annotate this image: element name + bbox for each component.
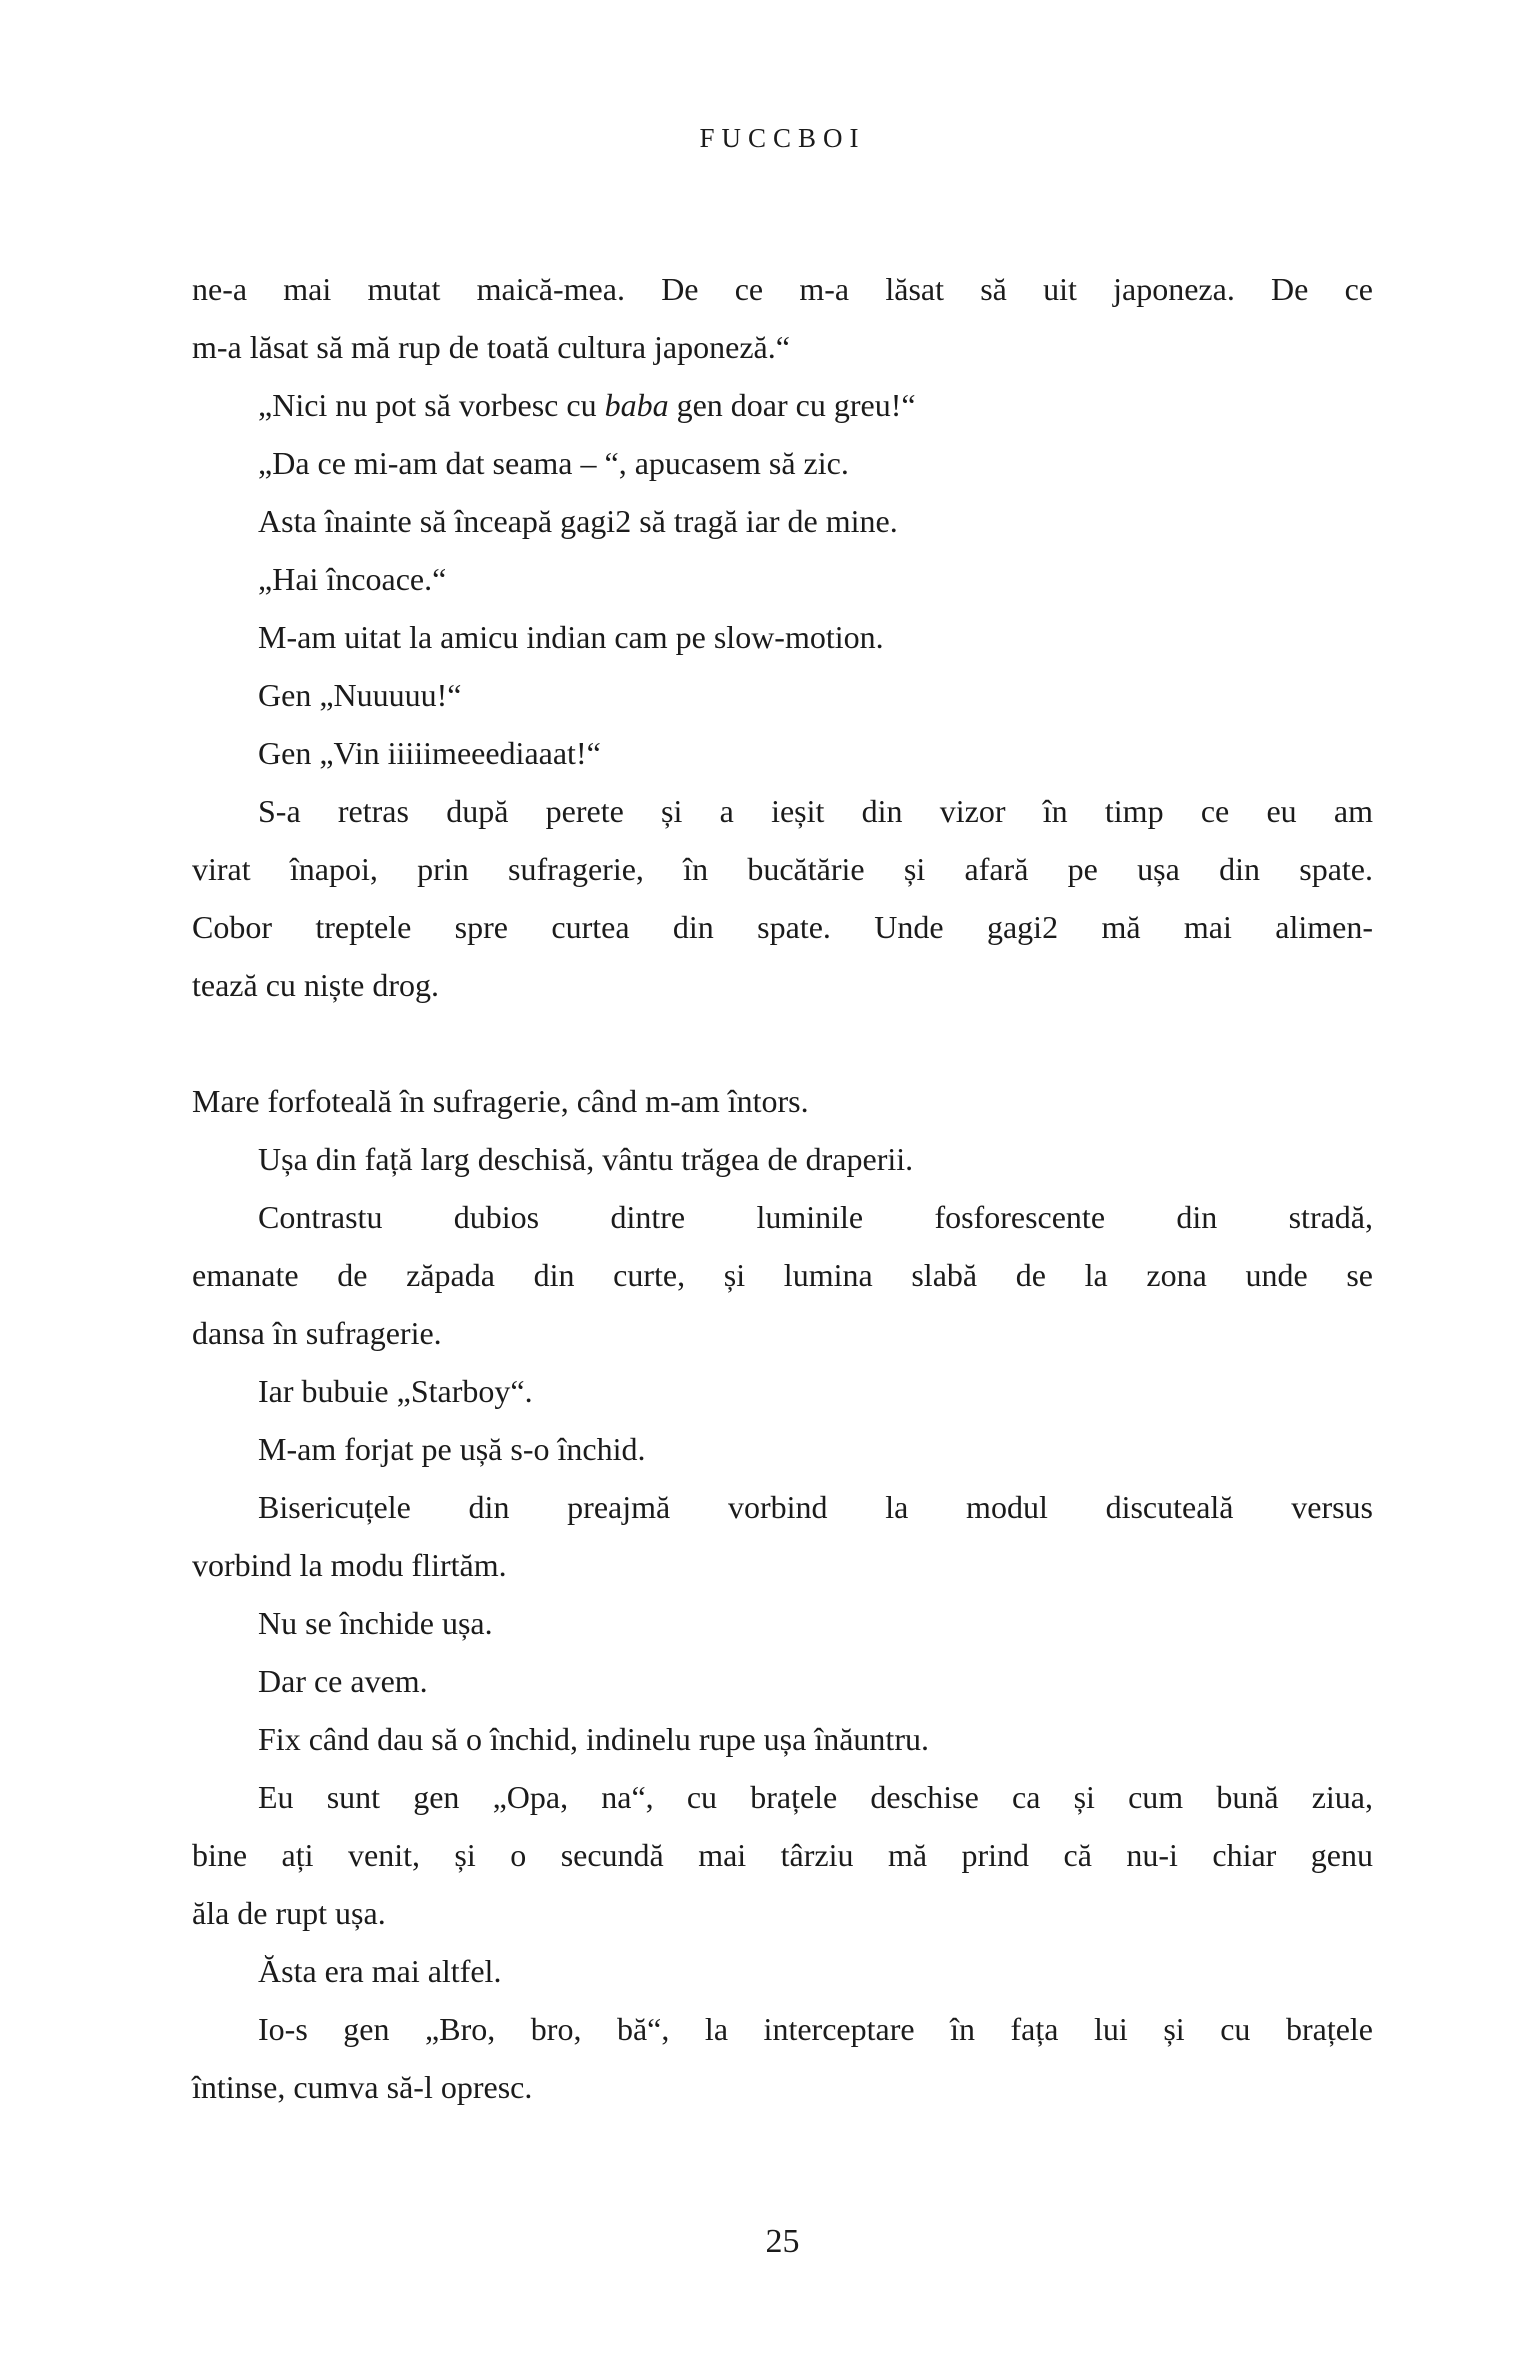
- text-run: Contrastu dubios dintre luminile fosforescente din stradă,: [258, 1199, 1373, 1235]
- text-line: [192, 1478, 1373, 1536]
- text-line: [192, 260, 1373, 318]
- text-line: [192, 1826, 1373, 1884]
- text-run: Io-s gen „Bro, bro, bă“, la interceptare în fața lui și cu brațele: [258, 2011, 1373, 2047]
- text-run: Gen „Nuuuuu!“: [258, 677, 462, 713]
- text-line: [192, 2058, 1373, 2116]
- text-line: [192, 492, 1373, 550]
- text-run: M-am forjat pe ușă s-o închid.: [258, 1431, 646, 1467]
- text-line: [192, 1652, 1373, 1710]
- text-run: Iar bubuie „Starboy“.: [258, 1373, 533, 1409]
- text-line: [192, 550, 1373, 608]
- text-run: întinse, cumva să-l opresc.: [192, 2069, 533, 2105]
- text-line: [192, 1072, 1373, 1130]
- text-run: Cobor treptele spre curtea din spate. Unde gagi2 mă mai alimen-: [192, 909, 1373, 945]
- text-run: „Hai încoace.“: [258, 561, 447, 597]
- text-line: [192, 1362, 1373, 1420]
- text-run: emanate de zăpada din curte, și lumina slabă de la zona unde se: [192, 1257, 1373, 1293]
- text-line: [192, 1942, 1373, 2000]
- text-line: [192, 1246, 1373, 1304]
- text-line: [192, 666, 1373, 724]
- text-line: [192, 840, 1373, 898]
- text-line: [192, 1420, 1373, 1478]
- text-run: m-a lăsat să mă rup de toată cultura japoneză.“: [192, 329, 790, 365]
- text-run: S-a retras după perete și a ieșit din vizor în timp ce eu am: [258, 793, 1373, 829]
- text-line: [192, 2000, 1373, 2058]
- text-line: [192, 608, 1373, 666]
- running-header: FUCCBOI: [699, 123, 866, 153]
- text-line: [192, 1884, 1373, 1942]
- text-run: Nu se închide ușa.: [258, 1605, 493, 1641]
- body-text: [192, 260, 1373, 2116]
- text-run: Eu sunt gen „Opa, na“, cu brațele deschise ca și cum bună ziua,: [258, 1779, 1373, 1815]
- text-run: dansa în sufragerie.: [192, 1315, 442, 1351]
- text-line: [192, 376, 1373, 434]
- page-number: 25: [765, 2223, 800, 2260]
- text-line: [192, 434, 1373, 492]
- text-run: M-am uitat la amicu indian cam pe slow-motion.: [258, 619, 884, 655]
- text-run: virat înapoi, prin sufragerie, în bucătărie și afară pe ușa din spate.: [192, 851, 1373, 887]
- text-line: [192, 724, 1373, 782]
- text-line: [192, 1710, 1373, 1768]
- text-line: [192, 782, 1373, 840]
- text-run: Ăsta era mai altfel.: [258, 1953, 502, 1989]
- text-line: [192, 1130, 1373, 1188]
- italic-text-run: baba: [604, 387, 669, 423]
- text-line: [192, 898, 1373, 956]
- text-run: Dar ce avem.: [258, 1663, 428, 1699]
- text-line: [192, 1768, 1373, 1826]
- text-run: ne-a mai mutat maică-mea. De ce m-a lăsat să uit japoneza. De ce: [192, 271, 1373, 307]
- text-run: tează cu niște drog.: [192, 967, 439, 1003]
- text-line: [192, 1304, 1373, 1362]
- text-run: Asta înainte să înceapă gagi2 să tragă iar de mine.: [258, 503, 898, 539]
- text-run: Bisericuțele din preajmă vorbind la modul discuteală versus: [258, 1489, 1373, 1525]
- text-line: [192, 1536, 1373, 1594]
- text-run: bine ați venit, și o secundă mai târziu mă prind că nu-i chiar genu: [192, 1837, 1373, 1873]
- text-run: Fix când dau să o închid, indinelu rupe ușa înăuntru.: [258, 1721, 929, 1757]
- text-run: Gen „Vin iiiiimeeediaaat!“: [258, 735, 601, 771]
- text-run: vorbind la modu flirtăm.: [192, 1547, 507, 1583]
- text-run: „Da ce mi-am dat seama – “, apucasem să zic.: [258, 445, 849, 481]
- text-run: ăla de rupt ușa.: [192, 1895, 386, 1931]
- text-line: [192, 318, 1373, 376]
- text-line: [192, 1188, 1373, 1246]
- text-run: „Nici nu pot să vorbesc cu: [258, 387, 605, 423]
- text-line: [192, 1594, 1373, 1652]
- text-run: Ușa din față larg deschisă, vântu trăgea de draperii.: [258, 1141, 914, 1177]
- text-line: [192, 956, 1373, 1014]
- text-run: gen doar cu greu!“: [668, 387, 916, 423]
- text-run: Mare forfoteală în sufragerie, când m-am întors.: [192, 1083, 809, 1119]
